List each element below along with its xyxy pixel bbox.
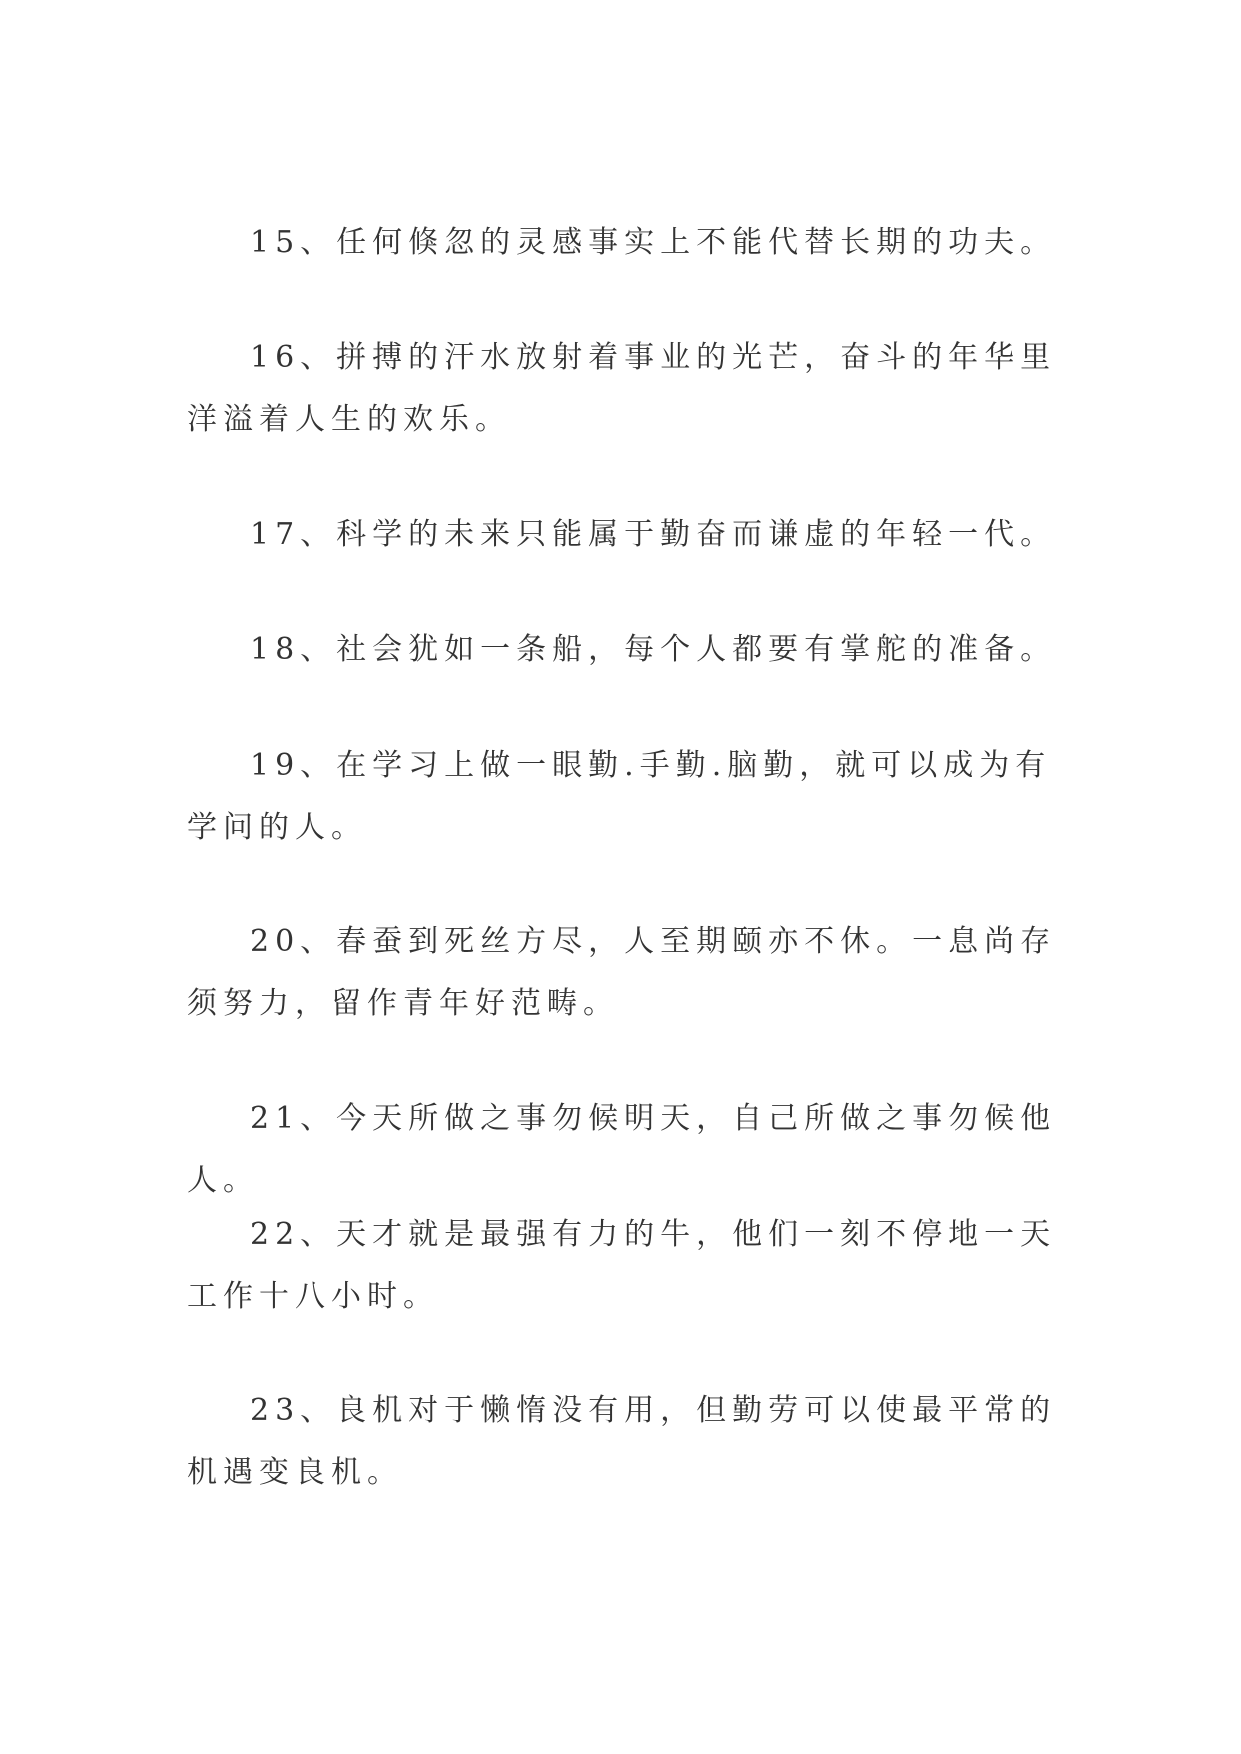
paragraph-21: 21、今天所做之事勿候明天，自己所做之事勿候他人。 <box>187 1101 1057 1198</box>
paragraph-22: 22、天才就是最强有力的牛，他们一刻不停地一天工作十八小时。 <box>187 1217 1057 1314</box>
paragraph-16: 16、拼搏的汗水放射着事业的光芒，奋斗的年华里洋溢着人生的欢乐。 <box>187 340 1057 437</box>
paragraph-17: 17、科学的未来只能属于勤奋而谦虚的年轻一代。 <box>250 517 1057 552</box>
paragraph-23: 23、良机对于懒惰没有用，但勤劳可以使最平常的机遇变良机。 <box>187 1393 1057 1490</box>
paragraph-15: 15、任何倏忽的灵感事实上不能代替长期的功夫。 <box>250 225 1057 260</box>
paragraph-19: 19、在学习上做一眼勤.手勤.脑勤，就可以成为有学问的人。 <box>187 748 1052 845</box>
paragraph-18: 18、社会犹如一条船，每个人都要有掌舵的准备。 <box>250 632 1057 667</box>
paragraph-20: 20、春蚕到死丝方尽，人至期颐亦不休。一息尚存须努力，留作青年好范畴。 <box>187 924 1057 1021</box>
